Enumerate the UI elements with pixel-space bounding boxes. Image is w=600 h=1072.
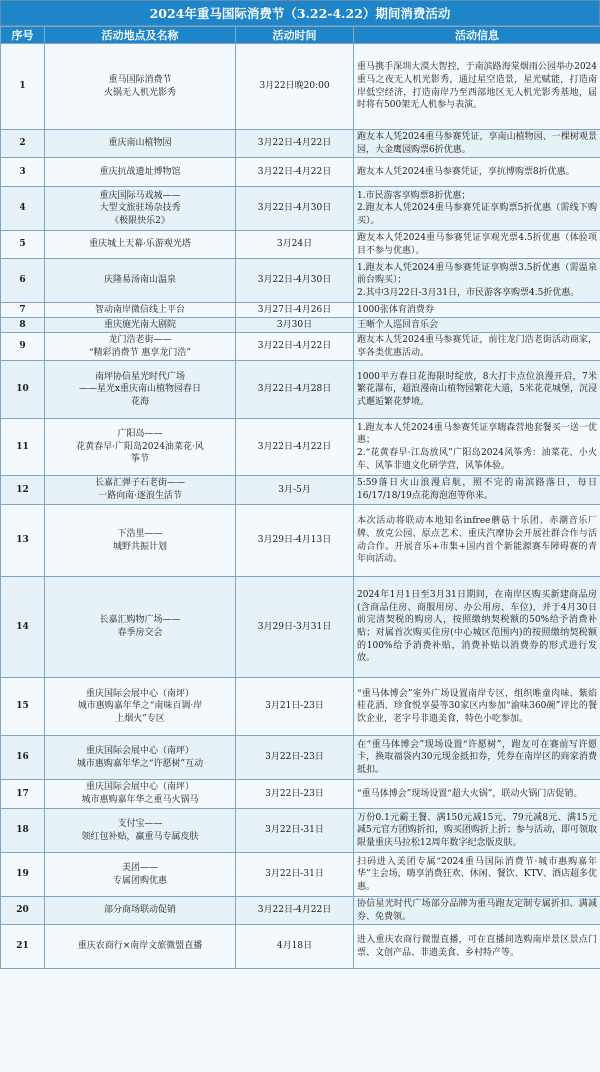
activity-time-cell	[236, 361, 354, 419]
row-number-cell	[1, 419, 45, 476]
row-number-cell	[1, 318, 45, 333]
activity-place: 南坪协信星光时代广场 ——星光x重庆南山植物园春日 花海	[78, 371, 202, 407]
table-row	[1, 130, 600, 158]
row-number: 10	[16, 384, 29, 395]
row-number: 9	[19, 341, 26, 352]
activity-place-cell	[45, 897, 236, 925]
activity-info-cell	[354, 158, 600, 187]
row-number-cell	[1, 361, 45, 419]
activity-time-cell	[236, 476, 354, 505]
activity-time-cell	[236, 130, 354, 158]
table-row	[1, 897, 600, 925]
table-row	[1, 505, 600, 577]
activity-place-cell	[45, 780, 236, 809]
activity-place: 重庆国际会展中心（南坪） 城市惠购嘉年华之“南味百调·岸 上烟火”专区	[77, 688, 203, 724]
table-row	[1, 419, 600, 476]
activity-info-cell	[354, 736, 600, 780]
activity-info: 跑友本人凭2024重马参赛凭证，享抗博购票8折优惠。	[357, 166, 575, 177]
activity-info: 5:59落日火山浪漫启航，照不完的南滨路落日，每日16/17/18/19点花海泡泡等你来。	[357, 478, 597, 501]
activity-info-cell	[354, 505, 600, 577]
activity-place-cell	[45, 476, 236, 505]
activity-time: 3月29日-3月31日	[257, 621, 332, 632]
activity-time: 3月24日	[276, 239, 313, 250]
activity-info-cell	[354, 678, 600, 736]
row-number-cell	[1, 505, 45, 577]
activity-place-cell	[45, 231, 236, 259]
activity-place-cell	[45, 577, 236, 678]
activity-place-cell	[45, 259, 236, 303]
activity-place: 下浩里—— 城野共振计划	[112, 528, 167, 552]
activity-place: 长嘉汇弹子石老街—— 一路向南·逐浪生活节	[94, 478, 185, 501]
row-number-cell	[1, 303, 45, 318]
activity-place-cell	[45, 333, 236, 361]
activity-place-cell	[45, 187, 236, 231]
activity-time-cell	[236, 925, 354, 969]
activity-info-cell	[354, 853, 600, 897]
row-number-cell	[1, 187, 45, 231]
activity-info: 王晰个人巡回音乐会	[357, 319, 439, 330]
activity-time: 3月22日-23日	[265, 788, 324, 799]
activity-time: 3月22日-4月22日	[257, 905, 332, 916]
activity-place-cell	[45, 809, 236, 853]
header-no: 序号	[1, 27, 45, 44]
row-number: 19	[16, 869, 29, 880]
row-number-cell	[1, 333, 45, 361]
activity-info: “重马体博会”室外广场设置南岸专区，组织唯童肉味、紫焰桂花酒、珍食悦享晏等30家区内参加“渝味360碗”评比的餐饮企业，老字号非遗美食，特色小吃参加。	[357, 688, 597, 724]
row-number-cell	[1, 259, 45, 303]
activity-time: 3月21日-23日	[265, 701, 324, 712]
table-row	[1, 476, 600, 505]
row-number: 15	[16, 701, 29, 712]
activity-place-cell	[45, 853, 236, 897]
activity-info: 1.跑友本人凭2024重马参赛凭证享嗨森营地套餐买一送一优惠； 2.“花黄春早·江岛放风”广阳岛2024风筝秀：油菜花、小火车、风筝非遗文化研学营，风筝体验。	[357, 422, 597, 471]
row-number: 1	[19, 81, 26, 92]
activity-info: 万份0.1元霸王餐、满150元减15元、79元减8元、满15元减5元官方团购折扣，购买团购折上折；参与活动，即可领取限量重庆马拉松12周年数字纪念版皮肤。	[357, 812, 597, 848]
activity-info-cell	[354, 130, 600, 158]
activity-time: 3月22日-23日	[265, 752, 324, 763]
activity-place-cell	[45, 158, 236, 187]
page-title: 2024年重马国际消费节（3.22-4.22）期间消费活动	[0, 0, 600, 26]
activity-time-cell	[236, 231, 354, 259]
activity-info: 扫码进入美团专属“2024重马国际消费节·城市惠购嘉年华”主会场，嗨享消费狂欢、休闲、餐饮、KTV、酒店超多优惠。	[357, 856, 597, 892]
activity-time-cell	[236, 44, 354, 130]
activity-info: 协信星光时代广场部分品牌为重马跑友定制专属折扣、满减券、免费领。	[357, 898, 597, 922]
activity-time-cell	[236, 505, 354, 577]
activity-place: 庆隆易汤南山温泉	[103, 275, 176, 286]
activity-time-cell	[236, 158, 354, 187]
activity-place-cell	[45, 318, 236, 333]
activity-place: 重马国际消费节 火锅无人机光影秀	[103, 74, 176, 98]
activity-time-cell	[236, 419, 354, 476]
table-row	[1, 333, 600, 361]
row-number-cell	[1, 231, 45, 259]
table-row	[1, 853, 600, 897]
activity-time: 3月22日-4月22日	[257, 166, 332, 177]
row-number: 18	[16, 825, 29, 836]
row-number-cell	[1, 158, 45, 187]
activity-place: 重庆南山植物园	[108, 138, 172, 149]
activity-time-cell	[236, 780, 354, 809]
activity-time-cell	[236, 318, 354, 333]
table-row	[1, 187, 600, 231]
activity-info: “重马体博会”现场设置“超大火锅”，联动火锅门店促销。	[357, 788, 583, 799]
activity-time: 3月22日-4月30日	[257, 275, 332, 286]
activity-time-cell	[236, 187, 354, 231]
activity-time-cell	[236, 259, 354, 303]
activity-place: 支付宝—— 领红包补贴，赢重马专属皮肤	[81, 818, 199, 842]
row-number: 14	[16, 621, 29, 632]
activity-place-cell	[45, 505, 236, 577]
table-header-row	[1, 27, 600, 44]
table-row	[1, 809, 600, 853]
row-number-cell	[1, 130, 45, 158]
activity-time: 3月22日-4月22日	[257, 441, 332, 452]
row-number-cell	[1, 853, 45, 897]
activity-info-cell	[354, 419, 600, 476]
activity-time: 3月-5月	[278, 484, 311, 495]
row-number-cell	[1, 476, 45, 505]
activity-time-cell	[236, 303, 354, 318]
activity-info-cell	[354, 259, 600, 303]
activity-place-cell	[45, 361, 236, 419]
table-row	[1, 925, 600, 969]
activity-place: 重庆施光南大剧院	[103, 319, 176, 330]
activity-info: 本次活动将联动本地知名infree蘑菇十乐团、赤潮音乐厂牌、放克公园、原点艺术、重庆汽摩协会开展社群合作与活动合作。开展音乐+市集+国内首个新能源赛车障碍赛的青年向活动。	[357, 516, 597, 565]
activity-info-cell	[354, 897, 600, 925]
activity-info-cell	[354, 303, 600, 318]
activity-place: 美团—— 专属团购优惠	[112, 862, 167, 886]
activity-info-cell	[354, 925, 600, 969]
activity-time-cell	[236, 333, 354, 361]
activity-info-cell	[354, 44, 600, 130]
row-number-cell	[1, 577, 45, 678]
table-row	[1, 231, 600, 259]
activity-place-cell	[45, 925, 236, 969]
activity-time: 3月30日	[276, 319, 313, 330]
row-number-cell	[1, 897, 45, 925]
row-number: 2	[19, 138, 26, 149]
activity-info: 1000平方春日花海限时绽放，8大打卡点位浪漫开启，7米繁花瀑布，超浪漫南山植物园繁花大道，5米花花城堡，沉浸式邂逅繁花梦境。	[357, 371, 597, 407]
activity-time-cell	[236, 853, 354, 897]
activity-info: 1.市民游客享购票8折优惠； 2.跑友本人凭2024重马参赛凭证享购票5折优惠（需线下购买）。	[357, 190, 597, 226]
activity-time-cell	[236, 736, 354, 780]
row-number: 4	[19, 203, 26, 214]
activity-place: 广阳岛—— 花黄春早·广阳岛2024油菜花·风 筝节	[76, 429, 204, 465]
activity-place-cell	[45, 303, 236, 318]
row-number: 3	[19, 166, 26, 177]
activity-place: 重庆国际会展中心（南坪） 城市惠购嘉年华之重马火锅马	[81, 782, 199, 805]
row-number: 13	[16, 535, 29, 546]
activity-place-cell	[45, 678, 236, 736]
row-number-cell	[1, 780, 45, 809]
row-number-cell	[1, 44, 45, 130]
table-row	[1, 158, 600, 187]
table-row	[1, 780, 600, 809]
activity-info-cell	[354, 476, 600, 505]
activity-place: 龙门浩老街—— “精彩消费节 惠享龙门浩”	[88, 334, 192, 358]
activity-info-cell	[354, 809, 600, 853]
activity-time: 3月22日-4月22日	[257, 138, 332, 149]
row-number-cell	[1, 809, 45, 853]
row-number-cell	[1, 678, 45, 736]
activity-place: 长嘉汇购物广场—— 春季房交会	[99, 615, 181, 638]
activity-info-cell	[354, 333, 600, 361]
activity-time: 3月22日晚20:00	[259, 81, 330, 92]
activity-info: 1.跑友本人凭2024重马参赛凭证享购票3.5折优惠（需温泉前台购买）； 2.其中3月22日-3月31日，市民游客享购票4.5折优惠。	[357, 262, 597, 298]
activity-time-cell	[236, 809, 354, 853]
row-number: 12	[16, 484, 29, 495]
activity-info: 1000张体育消费券	[357, 304, 434, 315]
activity-place-cell	[45, 736, 236, 780]
table-row	[1, 736, 600, 780]
row-number-cell	[1, 736, 45, 780]
activity-time-cell	[236, 678, 354, 736]
activity-time-cell	[236, 577, 354, 678]
activity-time: 3月22日-31日	[265, 869, 324, 880]
table-row	[1, 303, 600, 318]
table-row	[1, 44, 600, 130]
activity-info-cell	[354, 780, 600, 809]
activity-info-cell	[354, 187, 600, 231]
activity-time: 3月29日-4月13日	[257, 535, 332, 546]
activity-info-cell	[354, 318, 600, 333]
row-number: 21	[16, 941, 29, 952]
activity-info: 进入重庆农商行微盟直播，可在直播间选购南岸景区景点门票、文创产品、非遗美食、乡村特产等。	[357, 934, 597, 958]
row-number: 8	[19, 319, 26, 330]
activity-place: 部分商场联动促销	[103, 905, 176, 916]
table-row	[1, 318, 600, 333]
row-number: 16	[16, 752, 29, 763]
table-row	[1, 577, 600, 678]
activity-time: 3月22日-4月28日	[257, 384, 332, 395]
activity-info: 在“重马体博会”现场设置“许愿树”，跑友可在赛前写许愿卡，换取福袋内30元现金抵扣券，凭券在南岸区的商家消费抵扣。	[357, 739, 597, 775]
table-row	[1, 361, 600, 419]
activity-place: 重庆城上天幕·乐游观光塔	[89, 239, 191, 250]
row-number: 5	[19, 239, 26, 250]
header-time: 活动时间	[236, 27, 354, 44]
activity-place-cell	[45, 44, 236, 130]
activity-place-cell	[45, 130, 236, 158]
activity-info: 跑友本人凭2024重马参赛凭证，前往龙门浩老街活动商家，享各类优惠活动。	[357, 334, 597, 358]
activity-info: 跑友本人凭2024重马参赛凭证，享南山植物园、一棵树观景园，大金鹰园购票6折优惠。	[357, 131, 597, 155]
row-number-cell	[1, 925, 45, 969]
activity-info: 2024年1月1日至3月31日期间，在南岸区购买新建商品房(含商品住房、商服用房、办公用房、车位)，并于4月30日前完清契税的购房人，按照缴纳契税额的50%给予消费补贴；对属首次购买住房(中心城区范围内)的按照缴纳契税额的100%给予消费补贴，消费补贴以消费券的形式进行发放。	[357, 590, 597, 664]
activity-info-cell	[354, 361, 600, 419]
row-number: 17	[16, 788, 29, 799]
activity-info-cell	[354, 577, 600, 678]
table-row	[1, 678, 600, 736]
row-number: 11	[16, 441, 29, 452]
activity-place: 重庆抗战遗址博物馆	[99, 166, 181, 177]
activity-place: 重庆农商行×南岸文旅微盟直播	[77, 941, 203, 952]
activity-info: 重马携手深圳大漠大智控，于南滨路海棠烟雨公园举办2024重马之夜无人机光影秀，通过星空造景，星光赋能，打造南岸低空经济，打造南岸乃至西部地区无人机光影秀基地，届时将有500架无人机参与表演。	[357, 62, 597, 111]
row-number: 20	[16, 905, 29, 916]
activity-place-cell	[45, 419, 236, 476]
row-number: 6	[19, 275, 26, 286]
activity-time: 3月22日-4月30日	[257, 203, 332, 214]
header-info: 活动信息	[354, 27, 600, 44]
table-row	[1, 259, 600, 303]
activity-time: 4月18日	[276, 941, 313, 952]
activity-time: 3月27日-4月26日	[257, 304, 332, 315]
activity-time-cell	[236, 897, 354, 925]
activity-time: 3月22日-4月22日	[257, 341, 332, 352]
activity-place: 重庆国际会展中心（南坪） 城市惠购嘉年华之“许愿树”互动	[76, 745, 204, 769]
activity-table	[0, 26, 600, 969]
activity-place: 智动南岸微信线上平台	[94, 304, 185, 315]
activity-info: 跑友本人凭2024重马参赛凭证享观光票4.5折优惠（体验项目不参与优惠）。	[357, 232, 597, 256]
activity-time: 3月22日-31日	[265, 825, 324, 836]
activity-info-cell	[354, 231, 600, 259]
activity-place: 重庆国际马戏城—— 大型文旅驻场杂技秀 《极限快乐2》	[99, 190, 181, 226]
row-number: 7	[19, 304, 26, 315]
header-place: 活动地点及名称	[45, 27, 236, 44]
